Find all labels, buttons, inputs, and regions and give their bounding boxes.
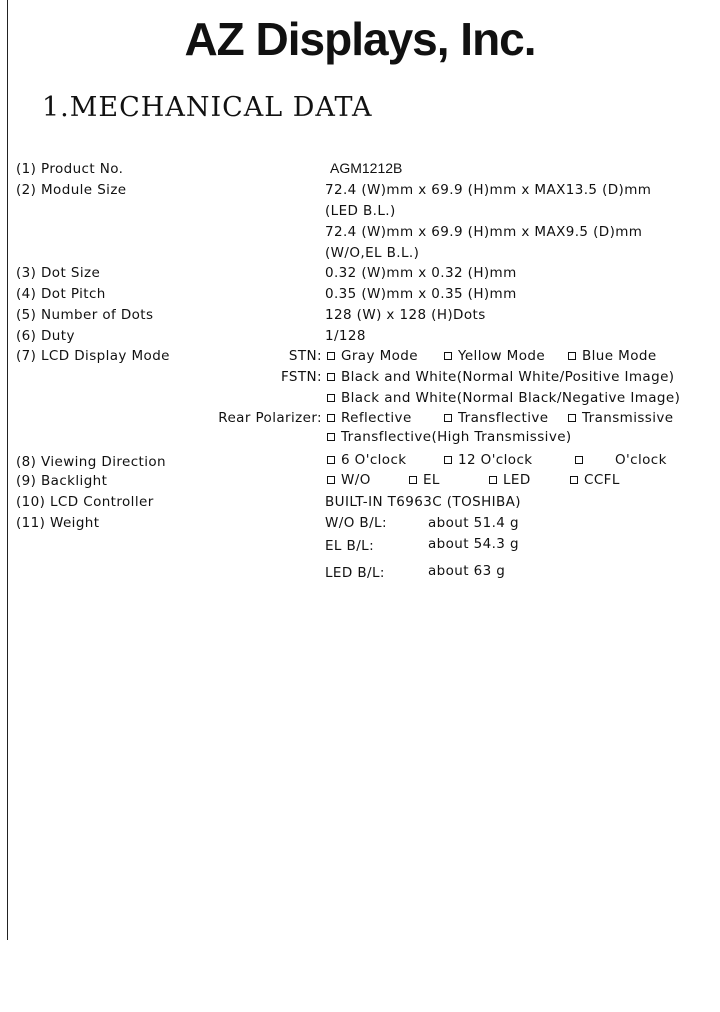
checkbox-icon bbox=[327, 373, 335, 381]
dot-pitch-value: 0.35 (W)mm x 0.35 (H)mm bbox=[325, 286, 517, 302]
module-size-led-note: (LED B.L.) bbox=[325, 203, 396, 219]
weight-wo-value: about 51.4 g bbox=[428, 515, 519, 531]
checkbox-icon bbox=[327, 433, 335, 441]
checkbox-icon bbox=[327, 456, 335, 464]
checkbox-icon bbox=[568, 352, 576, 360]
module-size-wo: 72.4 (W)mm x 69.9 (H)mm x MAX9.5 (D)mm bbox=[325, 224, 643, 240]
backlight-ccfl-option: CCFL bbox=[570, 472, 620, 488]
weight-el-label: EL B/L: bbox=[325, 538, 375, 554]
duty-value: 1/128 bbox=[325, 328, 366, 344]
module-size-led: 72.4 (W)mm x 69.9 (H)mm x MAX13.5 (D)mm bbox=[325, 182, 652, 198]
weight-led-value: about 63 g bbox=[428, 563, 506, 579]
checkbox-icon bbox=[327, 414, 335, 422]
backlight-el-option: EL bbox=[409, 472, 440, 488]
fstn-negative-option: Black and White(Normal Black/Negative Image) bbox=[327, 390, 680, 406]
checkbox-icon bbox=[444, 414, 452, 422]
checkbox-icon bbox=[327, 352, 335, 360]
number-of-dots-label: (5) Number of Dots bbox=[16, 307, 154, 323]
weight-led-label: LED B/L: bbox=[325, 565, 385, 581]
stn-yellow-option: Yellow Mode bbox=[444, 348, 545, 364]
dot-size-label: (3) Dot Size bbox=[16, 265, 101, 281]
checkbox-icon bbox=[570, 476, 578, 484]
duty-label: (6) Duty bbox=[16, 328, 75, 344]
stn-blue-option: Blue Mode bbox=[568, 348, 657, 364]
transflective-high-option: Transflective(High Transmissive) bbox=[327, 429, 572, 445]
checkbox-icon bbox=[444, 352, 452, 360]
checkbox-icon bbox=[327, 394, 335, 402]
controller-label: (10) LCD Controller bbox=[16, 494, 154, 510]
checkbox-icon bbox=[575, 456, 583, 464]
view-12-oclock-option: 12 O'clock bbox=[444, 452, 532, 468]
company-title: AZ Displays, Inc. bbox=[184, 13, 536, 65]
product-label: (1) Product No. bbox=[16, 161, 124, 177]
number-of-dots-value: 128 (W) x 128 (H)Dots bbox=[325, 307, 486, 323]
section-heading: 1.MECHANICAL DATA bbox=[42, 92, 373, 123]
checkbox-icon bbox=[409, 476, 417, 484]
backlight-label: (9) Backlight bbox=[16, 473, 108, 489]
backlight-led-option: LED bbox=[489, 472, 531, 488]
view-6-oclock-option: 6 O'clock bbox=[327, 452, 407, 468]
rear-polarizer-label: Rear Polarizer: bbox=[218, 410, 322, 426]
checkbox-icon bbox=[444, 456, 452, 464]
checkbox-icon bbox=[489, 476, 497, 484]
fstn-positive-option: Black and White(Normal White/Positive Image) bbox=[327, 369, 674, 385]
dot-pitch-label: (4) Dot Pitch bbox=[16, 286, 106, 302]
view-other-oclock-option: O'clock bbox=[575, 452, 667, 468]
viewing-direction-label: (8) Viewing Direction bbox=[16, 454, 167, 470]
weight-el-value: about 54.3 g bbox=[428, 536, 519, 552]
controller-value: BUILT-IN T6963C (TOSHIBA) bbox=[325, 494, 521, 510]
module-size-wo-note: (W/O,EL B.L.) bbox=[325, 245, 420, 261]
page-left-border bbox=[7, 0, 8, 940]
weight-wo-label: W/O B/L: bbox=[325, 515, 387, 531]
stn-label: STN: bbox=[288, 348, 322, 364]
dot-size-value: 0.32 (W)mm x 0.32 (H)mm bbox=[325, 265, 517, 281]
module-size-label: (2) Module Size bbox=[16, 182, 127, 198]
lcd-mode-label: (7) LCD Display Mode bbox=[16, 348, 170, 364]
stn-gray-option: Gray Mode bbox=[327, 348, 418, 364]
checkbox-icon bbox=[327, 476, 335, 484]
product-number: AGM1212B bbox=[330, 160, 403, 176]
backlight-wo-option: W/O bbox=[327, 472, 371, 488]
transflective-option: Transflective bbox=[444, 410, 548, 426]
reflective-option: Reflective bbox=[327, 410, 412, 426]
checkbox-icon bbox=[568, 414, 576, 422]
weight-label: (11) Weight bbox=[16, 515, 100, 531]
fstn-label: FSTN: bbox=[281, 369, 322, 385]
transmissive-option: Transmissive bbox=[568, 410, 674, 426]
